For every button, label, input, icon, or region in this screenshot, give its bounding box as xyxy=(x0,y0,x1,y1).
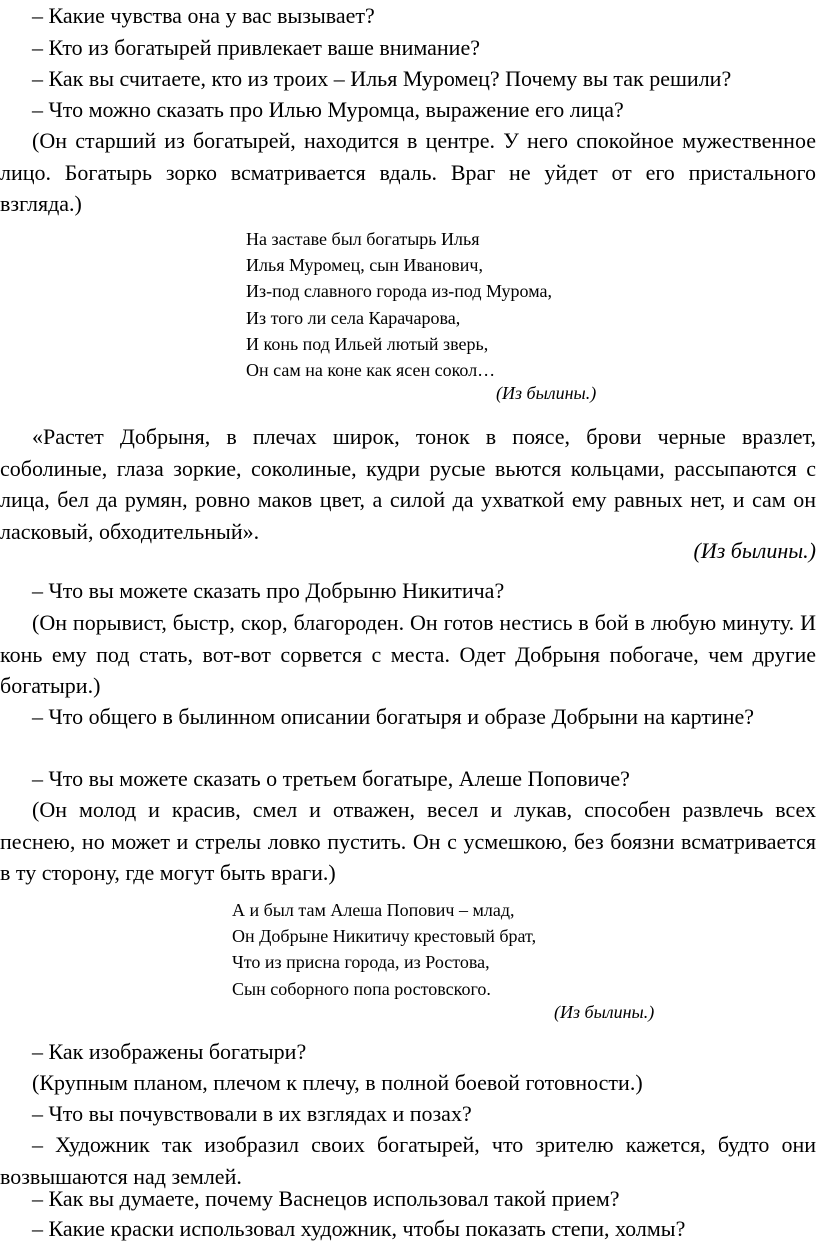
question-dobrynya: – Что вы можете сказать про Добрыню Никитича? xyxy=(32,578,505,603)
poem-line: Из-под славного города из-под Мурома, xyxy=(246,281,552,302)
statement-artist: – Художник так изобразил своих богатырей, что зрителю кажется, будто они возвышаются над землей. xyxy=(0,1132,816,1189)
answer-dobrynya: (Он порывист, быстр, скор, благороден. Он готов нестись в бой в любую минуту. И конь ему под стать, вот-вот сорвется с места. Одет Добрыня побогаче, чем другие богатыри.) xyxy=(0,610,816,698)
poem-line: Что из присна города, из Ростова, xyxy=(232,952,490,973)
poem-ilya-source: (Из былины.) xyxy=(496,383,597,403)
answer-ilya: (Он старший из богатырей, находится в центре. У него спокойное мужественное лицо. Богатырь зорко всматривается вдаль. Враг не уйдет от его пристального взгляда.) xyxy=(0,128,816,216)
question-vasnetsov: – Как вы думаете, почему Васнецов использовал такой прием? xyxy=(32,1186,620,1211)
question-alesha: – Что вы можете сказать о третьем богатыре, Алеше Поповиче? xyxy=(32,766,630,791)
poem-alesha-source: (Из былины.) xyxy=(554,1002,655,1022)
quote-dobrynya-source: (Из былины.) xyxy=(693,538,816,563)
poem-alesha xyxy=(232,897,536,1002)
poem-line: Илья Муромец, сын Иванович, xyxy=(246,255,483,276)
answer-alesha: (Он молод и красив, смел и отважен, весел и лукав, способен развлечь всех песнею, но может и стрелы ловко пустить. Он с усмешкою, без боязни всматривается в ту сторону, где могут быть враги.) xyxy=(0,797,816,885)
question-depiction: – Как изображены богатыри? xyxy=(32,1039,307,1064)
question-ilya-face: – Что можно сказать про Илью Муромца, выражение его лица? xyxy=(32,97,624,122)
question-colors: – Какие краски использовал художник, чтобы показать степи, холмы? xyxy=(32,1216,686,1241)
question-which-ilya: – Как вы считаете, кто из троих – Илья Муромец? Почему вы так решили? xyxy=(32,66,732,91)
question-feelings: – Какие чувства она у вас вызывает? xyxy=(32,3,375,28)
quote-dobrynya: «Растет Добрыня, в плечах широк, тонок в поясе, брови черные вразлет, соболиные, глаза зоркие, соколиные, кудри русые вьются кольцами, рассыпаются с лица, бел да румян, ровно маков цвет, а силой да ухваткой ему равных нет, и сам он ласковый, обходительный». xyxy=(0,424,816,544)
poem-line: А и был там Алеша Попович – млад, xyxy=(232,900,515,920)
poem-line: Сын соборного попа ростовского. xyxy=(232,978,491,999)
question-attention: – Кто из богатырей привлекает ваше внимание? xyxy=(32,35,480,60)
poem-line: Он сам на коне как ясен сокол… xyxy=(246,360,496,381)
poem-line: Он Добрыне Никитичу крестовый брат, xyxy=(232,926,537,947)
poem-line: Из того ли села Карачарова, xyxy=(246,307,461,328)
question-feelings-poses: – Что вы почувствовали в их взглядах и позах? xyxy=(32,1101,472,1126)
question-common: – Что общего в былинном описании богатыря и образе Добрыни на картине? xyxy=(32,704,755,729)
poem-ilya xyxy=(246,226,552,383)
poem-line: На заставе был богатырь Илья xyxy=(246,229,480,249)
answer-depiction: (Крупным планом, плечом к плечу, в полной боевой готовности.) xyxy=(32,1070,643,1095)
poem-line: И конь под Ильей лютый зверь, xyxy=(246,333,489,354)
